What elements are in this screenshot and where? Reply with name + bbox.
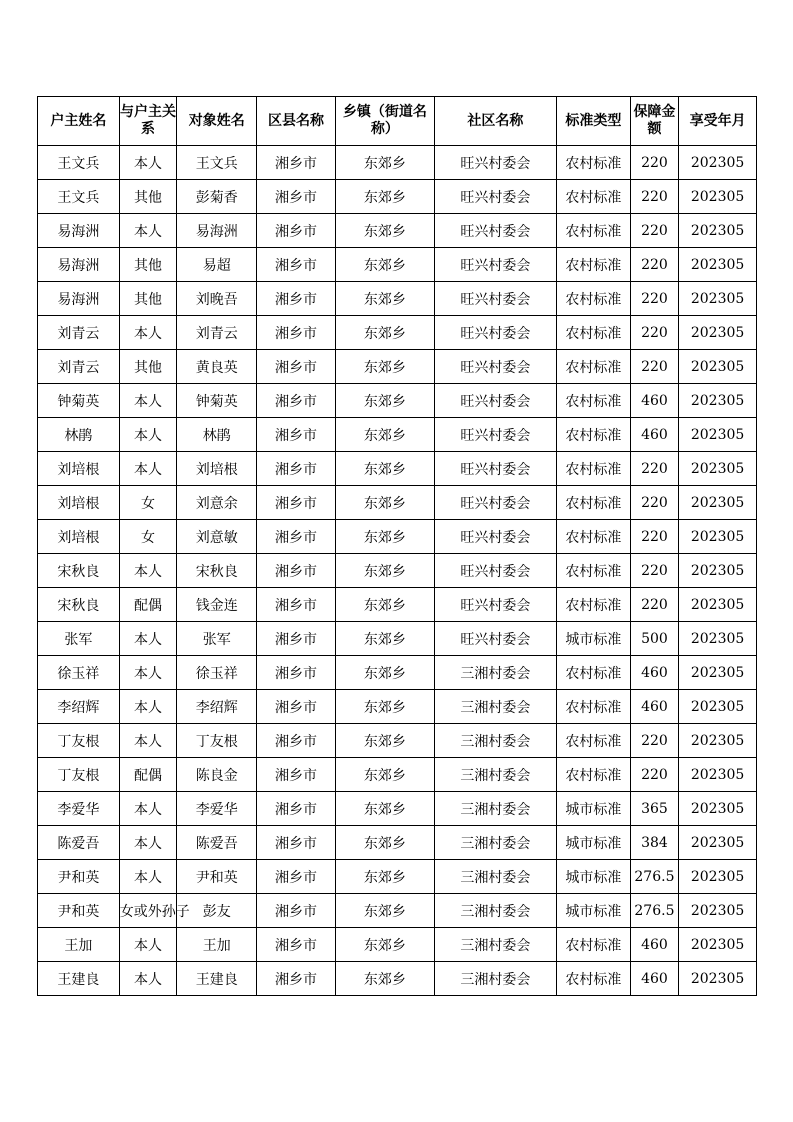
cell-relationship: 其他 (119, 350, 177, 384)
table-row (38, 792, 757, 826)
cell-township-name: 东郊乡 (335, 214, 434, 248)
cell-relationship: 女 (119, 486, 177, 520)
cell-householder-name: 宋秋良 (38, 554, 120, 588)
cell-county-name: 湘乡市 (257, 248, 336, 282)
cell-benefit-month: 202305 (679, 690, 757, 724)
cell-community-name: 旺兴村委会 (434, 350, 556, 384)
header-standard-type: 标准类型 (557, 97, 631, 146)
cell-benefit-month: 202305 (679, 724, 757, 758)
cell-township-name: 东郊乡 (335, 622, 434, 656)
table-row (38, 928, 757, 962)
cell-relationship: 本人 (119, 316, 177, 350)
cell-township-name: 东郊乡 (335, 248, 434, 282)
cell-benefit-month: 202305 (679, 962, 757, 996)
cell-benefit-amount: 220 (630, 452, 678, 486)
cell-benefit-amount: 276.5 (630, 894, 678, 928)
table-row (38, 384, 757, 418)
table-row (38, 894, 757, 928)
cell-community-name: 旺兴村委会 (434, 248, 556, 282)
cell-householder-name: 王文兵 (38, 146, 120, 180)
cell-relationship: 本人 (119, 384, 177, 418)
cell-standard-type: 农村标准 (557, 418, 631, 452)
cell-standard-type: 农村标准 (557, 486, 631, 520)
cell-township-name: 东郊乡 (335, 418, 434, 452)
cell-standard-type: 农村标准 (557, 758, 631, 792)
cell-benefit-month: 202305 (679, 520, 757, 554)
cell-relationship: 本人 (119, 928, 177, 962)
cell-standard-type: 农村标准 (557, 384, 631, 418)
cell-community-name: 三湘村委会 (434, 724, 556, 758)
cell-county-name: 湘乡市 (257, 894, 336, 928)
cell-standard-type: 农村标准 (557, 452, 631, 486)
cell-standard-type: 农村标准 (557, 248, 631, 282)
table-row (38, 826, 757, 860)
cell-recipient-name: 陈爱吾 (177, 826, 257, 860)
cell-county-name: 湘乡市 (257, 486, 336, 520)
header-community-name: 社区名称 (434, 97, 556, 146)
cell-relationship: 本人 (119, 622, 177, 656)
cell-householder-name: 易海洲 (38, 248, 120, 282)
cell-relationship: 本人 (119, 214, 177, 248)
cell-recipient-name: 刘晚吾 (177, 282, 257, 316)
cell-benefit-month: 202305 (679, 792, 757, 826)
cell-county-name: 湘乡市 (257, 962, 336, 996)
cell-householder-name: 刘培根 (38, 486, 120, 520)
cell-relationship: 其他 (119, 248, 177, 282)
cell-householder-name: 易海洲 (38, 282, 120, 316)
cell-standard-type: 农村标准 (557, 928, 631, 962)
cell-householder-name: 丁友根 (38, 724, 120, 758)
cell-householder-name: 易海洲 (38, 214, 120, 248)
cell-benefit-amount: 460 (630, 962, 678, 996)
cell-county-name: 湘乡市 (257, 520, 336, 554)
cell-county-name: 湘乡市 (257, 384, 336, 418)
cell-county-name: 湘乡市 (257, 452, 336, 486)
cell-householder-name: 林鹃 (38, 418, 120, 452)
table-row (38, 690, 757, 724)
cell-benefit-amount: 460 (630, 656, 678, 690)
cell-standard-type: 城市标准 (557, 826, 631, 860)
cell-householder-name: 刘培根 (38, 520, 120, 554)
table-row (38, 146, 757, 180)
cell-benefit-amount: 460 (630, 690, 678, 724)
table-row (38, 588, 757, 622)
cell-standard-type: 城市标准 (557, 894, 631, 928)
cell-relationship: 其他 (119, 282, 177, 316)
cell-township-name: 东郊乡 (335, 826, 434, 860)
cell-benefit-amount: 220 (630, 282, 678, 316)
table-row (38, 452, 757, 486)
cell-benefit-amount: 220 (630, 554, 678, 588)
cell-benefit-month: 202305 (679, 554, 757, 588)
cell-benefit-amount: 220 (630, 214, 678, 248)
cell-community-name: 三湘村委会 (434, 826, 556, 860)
cell-householder-name: 宋秋良 (38, 588, 120, 622)
cell-recipient-name: 刘培根 (177, 452, 257, 486)
cell-county-name: 湘乡市 (257, 724, 336, 758)
cell-township-name: 东郊乡 (335, 894, 434, 928)
cell-standard-type: 农村标准 (557, 962, 631, 996)
table-row (38, 486, 757, 520)
cell-township-name: 东郊乡 (335, 588, 434, 622)
cell-householder-name: 王文兵 (38, 180, 120, 214)
cell-benefit-month: 202305 (679, 248, 757, 282)
cell-recipient-name: 易超 (177, 248, 257, 282)
cell-county-name: 湘乡市 (257, 180, 336, 214)
header-benefit-month: 享受年月 (679, 97, 757, 146)
cell-township-name: 东郊乡 (335, 860, 434, 894)
cell-county-name: 湘乡市 (257, 792, 336, 826)
cell-county-name: 湘乡市 (257, 350, 336, 384)
cell-benefit-amount: 460 (630, 418, 678, 452)
cell-relationship: 女或外孙子 (119, 894, 177, 928)
cell-county-name: 湘乡市 (257, 282, 336, 316)
cell-benefit-month: 202305 (679, 350, 757, 384)
header-benefit-amount: 保障金额 (630, 97, 678, 146)
cell-county-name: 湘乡市 (257, 826, 336, 860)
cell-recipient-name: 易海洲 (177, 214, 257, 248)
cell-standard-type: 城市标准 (557, 860, 631, 894)
cell-householder-name: 尹和英 (38, 860, 120, 894)
table-row (38, 622, 757, 656)
cell-benefit-month: 202305 (679, 894, 757, 928)
cell-relationship: 本人 (119, 860, 177, 894)
cell-benefit-amount: 220 (630, 486, 678, 520)
cell-community-name: 旺兴村委会 (434, 146, 556, 180)
table-row (38, 248, 757, 282)
cell-benefit-month: 202305 (679, 418, 757, 452)
cell-recipient-name: 钱金连 (177, 588, 257, 622)
cell-community-name: 三湘村委会 (434, 928, 556, 962)
cell-householder-name: 李绍辉 (38, 690, 120, 724)
cell-recipient-name: 陈良金 (177, 758, 257, 792)
cell-recipient-name: 丁友根 (177, 724, 257, 758)
cell-county-name: 湘乡市 (257, 146, 336, 180)
cell-community-name: 旺兴村委会 (434, 316, 556, 350)
cell-householder-name: 张军 (38, 622, 120, 656)
cell-county-name: 湘乡市 (257, 418, 336, 452)
cell-township-name: 东郊乡 (335, 724, 434, 758)
cell-standard-type: 城市标准 (557, 792, 631, 826)
table-row (38, 180, 757, 214)
cell-relationship: 本人 (119, 792, 177, 826)
cell-householder-name: 尹和英 (38, 894, 120, 928)
cell-recipient-name: 王文兵 (177, 146, 257, 180)
cell-county-name: 湘乡市 (257, 316, 336, 350)
cell-benefit-month: 202305 (679, 622, 757, 656)
cell-recipient-name: 钟菊英 (177, 384, 257, 418)
cell-benefit-amount: 500 (630, 622, 678, 656)
cell-recipient-name: 尹和英 (177, 860, 257, 894)
cell-householder-name: 刘培根 (38, 452, 120, 486)
cell-community-name: 三湘村委会 (434, 962, 556, 996)
cell-community-name: 三湘村委会 (434, 792, 556, 826)
cell-community-name: 旺兴村委会 (434, 622, 556, 656)
cell-benefit-month: 202305 (679, 588, 757, 622)
cell-township-name: 东郊乡 (335, 384, 434, 418)
cell-community-name: 旺兴村委会 (434, 384, 556, 418)
cell-township-name: 东郊乡 (335, 962, 434, 996)
cell-relationship: 本人 (119, 452, 177, 486)
table-row (38, 758, 757, 792)
cell-householder-name: 王加 (38, 928, 120, 962)
cell-standard-type: 农村标准 (557, 316, 631, 350)
cell-benefit-amount: 460 (630, 384, 678, 418)
cell-standard-type: 城市标准 (557, 622, 631, 656)
table-row (38, 418, 757, 452)
table-row (38, 962, 757, 996)
cell-relationship: 本人 (119, 724, 177, 758)
table-row (38, 656, 757, 690)
cell-recipient-name: 王加 (177, 928, 257, 962)
cell-township-name: 东郊乡 (335, 520, 434, 554)
cell-township-name: 东郊乡 (335, 316, 434, 350)
table-row (38, 554, 757, 588)
cell-community-name: 旺兴村委会 (434, 418, 556, 452)
cell-recipient-name: 彭菊香 (177, 180, 257, 214)
table-row (38, 860, 757, 894)
cell-recipient-name: 李绍辉 (177, 690, 257, 724)
cell-county-name: 湘乡市 (257, 554, 336, 588)
cell-county-name: 湘乡市 (257, 928, 336, 962)
cell-recipient-name: 宋秋良 (177, 554, 257, 588)
cell-benefit-month: 202305 (679, 758, 757, 792)
cell-recipient-name: 徐玉祥 (177, 656, 257, 690)
cell-township-name: 东郊乡 (335, 486, 434, 520)
cell-standard-type: 农村标准 (557, 554, 631, 588)
cell-recipient-name: 张军 (177, 622, 257, 656)
cell-standard-type: 农村标准 (557, 350, 631, 384)
cell-householder-name: 徐玉祥 (38, 656, 120, 690)
cell-township-name: 东郊乡 (335, 180, 434, 214)
cell-community-name: 三湘村委会 (434, 690, 556, 724)
cell-benefit-month: 202305 (679, 452, 757, 486)
cell-benefit-month: 202305 (679, 384, 757, 418)
cell-township-name: 东郊乡 (335, 690, 434, 724)
cell-county-name: 湘乡市 (257, 860, 336, 894)
cell-township-name: 东郊乡 (335, 792, 434, 826)
cell-benefit-amount: 220 (630, 248, 678, 282)
cell-benefit-amount: 460 (630, 928, 678, 962)
cell-relationship: 配偶 (119, 588, 177, 622)
cell-standard-type: 农村标准 (557, 724, 631, 758)
cell-county-name: 湘乡市 (257, 690, 336, 724)
cell-community-name: 三湘村委会 (434, 894, 556, 928)
cell-relationship: 本人 (119, 418, 177, 452)
cell-benefit-amount: 220 (630, 520, 678, 554)
cell-relationship: 本人 (119, 962, 177, 996)
cell-relationship: 本人 (119, 826, 177, 860)
cell-recipient-name: 刘青云 (177, 316, 257, 350)
table-body (38, 146, 757, 996)
cell-county-name: 湘乡市 (257, 656, 336, 690)
header-county-name: 区县名称 (257, 97, 336, 146)
benefits-table (37, 96, 757, 996)
cell-benefit-amount: 384 (630, 826, 678, 860)
cell-recipient-name: 刘意敏 (177, 520, 257, 554)
table-row (38, 724, 757, 758)
cell-community-name: 旺兴村委会 (434, 180, 556, 214)
cell-community-name: 三湘村委会 (434, 860, 556, 894)
cell-relationship: 女 (119, 520, 177, 554)
cell-relationship: 其他 (119, 180, 177, 214)
cell-benefit-month: 202305 (679, 214, 757, 248)
cell-recipient-name: 刘意余 (177, 486, 257, 520)
cell-township-name: 东郊乡 (335, 554, 434, 588)
cell-benefit-month: 202305 (679, 486, 757, 520)
table-row (38, 520, 757, 554)
cell-community-name: 旺兴村委会 (434, 520, 556, 554)
cell-benefit-amount: 220 (630, 724, 678, 758)
cell-township-name: 东郊乡 (335, 350, 434, 384)
cell-township-name: 东郊乡 (335, 282, 434, 316)
header-relationship: 与户主关系 (119, 97, 177, 146)
cell-relationship: 本人 (119, 656, 177, 690)
cell-benefit-amount: 276.5 (630, 860, 678, 894)
cell-benefit-month: 202305 (679, 146, 757, 180)
cell-recipient-name: 彭友 (177, 894, 257, 928)
cell-county-name: 湘乡市 (257, 622, 336, 656)
header-householder-name: 户主姓名 (38, 97, 120, 146)
cell-householder-name: 陈爱吾 (38, 826, 120, 860)
cell-community-name: 旺兴村委会 (434, 554, 556, 588)
cell-benefit-month: 202305 (679, 180, 757, 214)
table-row (38, 316, 757, 350)
cell-relationship: 配偶 (119, 758, 177, 792)
cell-standard-type: 农村标准 (557, 520, 631, 554)
cell-community-name: 三湘村委会 (434, 656, 556, 690)
cell-standard-type: 农村标准 (557, 214, 631, 248)
cell-benefit-amount: 220 (630, 146, 678, 180)
table-row (38, 282, 757, 316)
cell-benefit-month: 202305 (679, 928, 757, 962)
header-township-name: 乡镇（街道名称） (335, 97, 434, 146)
table-row (38, 350, 757, 384)
cell-community-name: 旺兴村委会 (434, 486, 556, 520)
cell-relationship: 本人 (119, 146, 177, 180)
cell-benefit-month: 202305 (679, 860, 757, 894)
cell-householder-name: 王建良 (38, 962, 120, 996)
cell-benefit-amount: 365 (630, 792, 678, 826)
cell-recipient-name: 黄良英 (177, 350, 257, 384)
cell-householder-name: 刘青云 (38, 316, 120, 350)
cell-recipient-name: 王建良 (177, 962, 257, 996)
cell-standard-type: 农村标准 (557, 656, 631, 690)
cell-community-name: 旺兴村委会 (434, 214, 556, 248)
cell-benefit-amount: 220 (630, 316, 678, 350)
cell-standard-type: 农村标准 (557, 588, 631, 622)
cell-community-name: 旺兴村委会 (434, 282, 556, 316)
cell-county-name: 湘乡市 (257, 588, 336, 622)
cell-standard-type: 农村标准 (557, 146, 631, 180)
cell-standard-type: 农村标准 (557, 690, 631, 724)
cell-benefit-amount: 220 (630, 180, 678, 214)
cell-benefit-month: 202305 (679, 316, 757, 350)
cell-township-name: 东郊乡 (335, 452, 434, 486)
cell-benefit-amount: 220 (630, 588, 678, 622)
cell-householder-name: 刘青云 (38, 350, 120, 384)
header-recipient-name: 对象姓名 (177, 97, 257, 146)
header-row (38, 97, 757, 146)
cell-relationship: 本人 (119, 554, 177, 588)
cell-standard-type: 农村标准 (557, 180, 631, 214)
cell-county-name: 湘乡市 (257, 758, 336, 792)
cell-recipient-name: 李爱华 (177, 792, 257, 826)
cell-benefit-month: 202305 (679, 282, 757, 316)
cell-township-name: 东郊乡 (335, 928, 434, 962)
table-row (38, 214, 757, 248)
cell-community-name: 旺兴村委会 (434, 588, 556, 622)
cell-benefit-month: 202305 (679, 826, 757, 860)
cell-householder-name: 丁友根 (38, 758, 120, 792)
cell-township-name: 东郊乡 (335, 758, 434, 792)
cell-benefit-amount: 220 (630, 350, 678, 384)
cell-householder-name: 李爱华 (38, 792, 120, 826)
cell-community-name: 旺兴村委会 (434, 452, 556, 486)
cell-benefit-month: 202305 (679, 656, 757, 690)
cell-township-name: 东郊乡 (335, 656, 434, 690)
cell-standard-type: 农村标准 (557, 282, 631, 316)
cell-township-name: 东郊乡 (335, 146, 434, 180)
cell-community-name: 三湘村委会 (434, 758, 556, 792)
cell-relationship: 本人 (119, 690, 177, 724)
cell-benefit-amount: 220 (630, 758, 678, 792)
cell-county-name: 湘乡市 (257, 214, 336, 248)
cell-householder-name: 钟菊英 (38, 384, 120, 418)
cell-recipient-name: 林鹃 (177, 418, 257, 452)
